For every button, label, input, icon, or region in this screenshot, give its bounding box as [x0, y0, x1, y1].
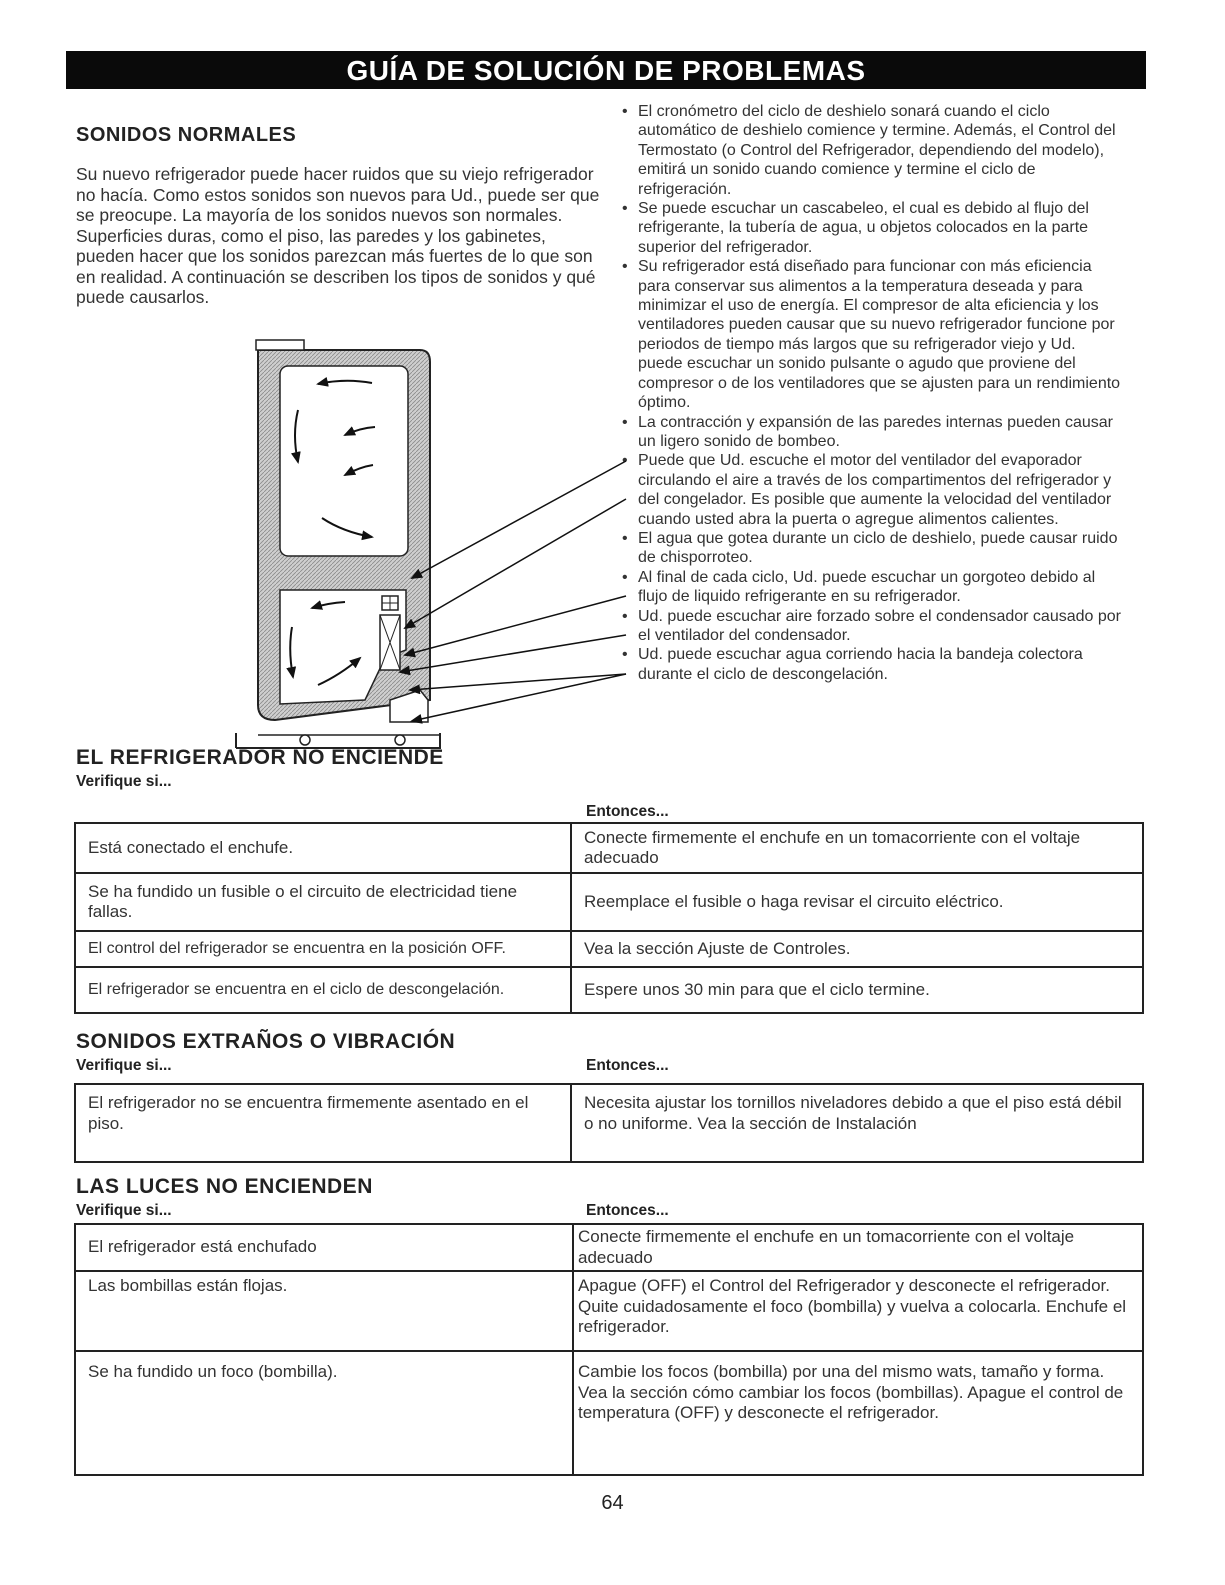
then-cell: Apague (OFF) el Control del Refrigerador y desconecte el refrigerador. Quite cuidadosamente el foco (bombilla) y vuelva a colocarla. Enchufe el refrigerador. — [573, 1271, 1143, 1351]
table-row — [75, 1351, 1143, 1475]
lights-table — [74, 1223, 1144, 1476]
table-row — [75, 931, 1143, 967]
check-cell: El refrigerador está enchufado — [75, 1224, 573, 1271]
then-cell: Reemplace el fusible o haga revisar el circuito eléctrico. — [571, 873, 1143, 931]
page-number: 64 — [601, 1492, 624, 1514]
check-cell: Se ha fundido un foco (bombilla). — [75, 1351, 573, 1475]
check-cell: Está conectado el enchufe. — [75, 823, 571, 873]
vibration-check-header: Verifique si... — [76, 1057, 172, 1074]
then-cell: Conecte firmemente el enchufe en un tomacorriente con el voltaje adecuado — [573, 1224, 1143, 1271]
sound-item: • Al final de cada ciclo, Ud. puede escuchar un gorgoteo debido al flujo de liquido refrigerante en su refrigerador. — [622, 568, 1122, 607]
normal-sounds-intro: Su nuevo refrigerador puede hacer ruidos que su viejo refrigerador no hacía. Como estos sonidos son nuevos para Ud., puede ser que se preocupe. La mayoría de los sonidos nuevos son normales. Superficies duras, como el piso, las paredes y los gabinetes, pueden hacer que los sonidos parezcan más fuertes de lo que son en realidad. A continuación se describen los tipos de sonidos y qué puede causarlos. — [76, 164, 600, 307]
sound-item: • Ud. puede escuchar aire forzado sobre el condensador causado por el ventilador del condensador. — [622, 607, 1122, 646]
top-hinge — [256, 340, 304, 350]
check-cell: El control del refrigerador se encuentra en la posición OFF. — [75, 931, 571, 967]
then-cell: Necesita ajustar los tornillos niveladores debido a que el piso está débil o no uniforme. Vea la sección de Instalación — [571, 1084, 1143, 1162]
sound-item: • Puede que Ud. escuche el motor del ventilador del evaporador circulando el aire a través de los compartimentos del refrigerador y del congelador. Es posible que aumente la velocidad del ventilador cuando usted abra la puerta o agregue alimentos calientes. — [622, 451, 1122, 529]
refrigerator-diagram — [0, 0, 1225, 760]
sound-item: • Ud. puede escuchar agua corriendo hacia la bandeja colectora durante el ciclo de descongelación. — [622, 645, 1122, 684]
lights-check-header: Verifique si... — [76, 1202, 172, 1219]
then-cell: Cambie los focos (bombilla) por una del mismo wats, tamaño y forma. Vea la sección cómo cambiar los focos (bombillas). Apague el control de temperatura (OFF) y desconecte el refrigerador. — [573, 1351, 1143, 1475]
sound-item: • El agua que gotea durante un ciclo de deshielo, puede causar ruido de chisporroteo. — [622, 529, 1122, 568]
vibration-table — [74, 1083, 1144, 1163]
table-row — [75, 1084, 1143, 1162]
no-start-table — [74, 822, 1144, 1014]
normal-sounds-title: SONIDOS NORMALES — [76, 124, 297, 146]
then-cell: Vea la sección Ajuste de Controles. — [571, 931, 1143, 967]
sound-item: • Su refrigerador está diseñado para funcionar con más eficiencia para conservar sus alimentos a la temperatura deseada y para minimizar el uso de energía. El compresor de alta eficiencia y los ventiladores pueden causar que su nuevo refrigerador funcione por periodos de tiempo más largos que su refrigerador viejo y Ud. puede escuchar un sonido pulsante o agudo que proviene del compresor o de los ventiladores que se ajusten para un rendimiento óptimo. — [622, 257, 1122, 412]
table-row — [75, 823, 1143, 873]
table-row — [75, 873, 1143, 931]
vibration-title: SONIDOS EXTRAÑOS O VIBRACIÓN — [76, 1030, 456, 1053]
caster-wheel — [395, 735, 405, 745]
no-start-title: EL REFRIGERADOR NO ENCIENDE — [76, 746, 444, 769]
sound-item: • Se puede escuchar un cascabeleo, el cual es debido al flujo del refrigerante, la tubería de agua, u objetos colocados en la parte superior del refrigerador. — [622, 199, 1122, 257]
caster-wheel — [300, 735, 310, 745]
lights-then-header: Entonces... — [586, 1202, 669, 1219]
table-row — [75, 1271, 1143, 1351]
check-cell: Las bombillas están flojas. — [75, 1271, 573, 1351]
vibration-then-header: Entonces... — [586, 1057, 669, 1074]
page-banner: GUÍA DE SOLUCIÓN DE PROBLEMAS — [66, 51, 1146, 89]
no-start-check-header: Verifique si... — [76, 773, 172, 790]
no-start-then-header: Entonces... — [586, 803, 669, 820]
table-row — [75, 1224, 1143, 1271]
check-cell: El refrigerador no se encuentra firmemente asentado en el piso. — [75, 1084, 571, 1162]
lights-title: LAS LUCES NO ENCIENDEN — [76, 1175, 373, 1198]
table-row — [75, 967, 1143, 1013]
fresh-food-compartment — [280, 366, 408, 556]
then-cell: Conecte firmemente el enchufe en un tomacorriente con el voltaje adecuado — [571, 823, 1143, 873]
sound-item: • La contracción y expansión de las paredes internas pueden causar un ligero sonido de bombeo. — [622, 413, 1122, 452]
then-cell: Espere unos 30 min para que el ciclo termine. — [571, 967, 1143, 1013]
check-cell: El refrigerador se encuentra en el ciclo de descongelación. — [75, 967, 571, 1013]
check-cell: Se ha fundido un fusible o el circuito de electricidad tiene fallas. — [75, 873, 571, 931]
sound-item: • El cronómetro del ciclo de deshielo sonará cuando el ciclo automático de deshielo comience y termine. Además, el Control del Termostato (o Control del Refrigerador, dependiendo del modelo), emitirá un sonido cuando comience y termine el ciclo de refrigeración. — [622, 102, 1122, 199]
